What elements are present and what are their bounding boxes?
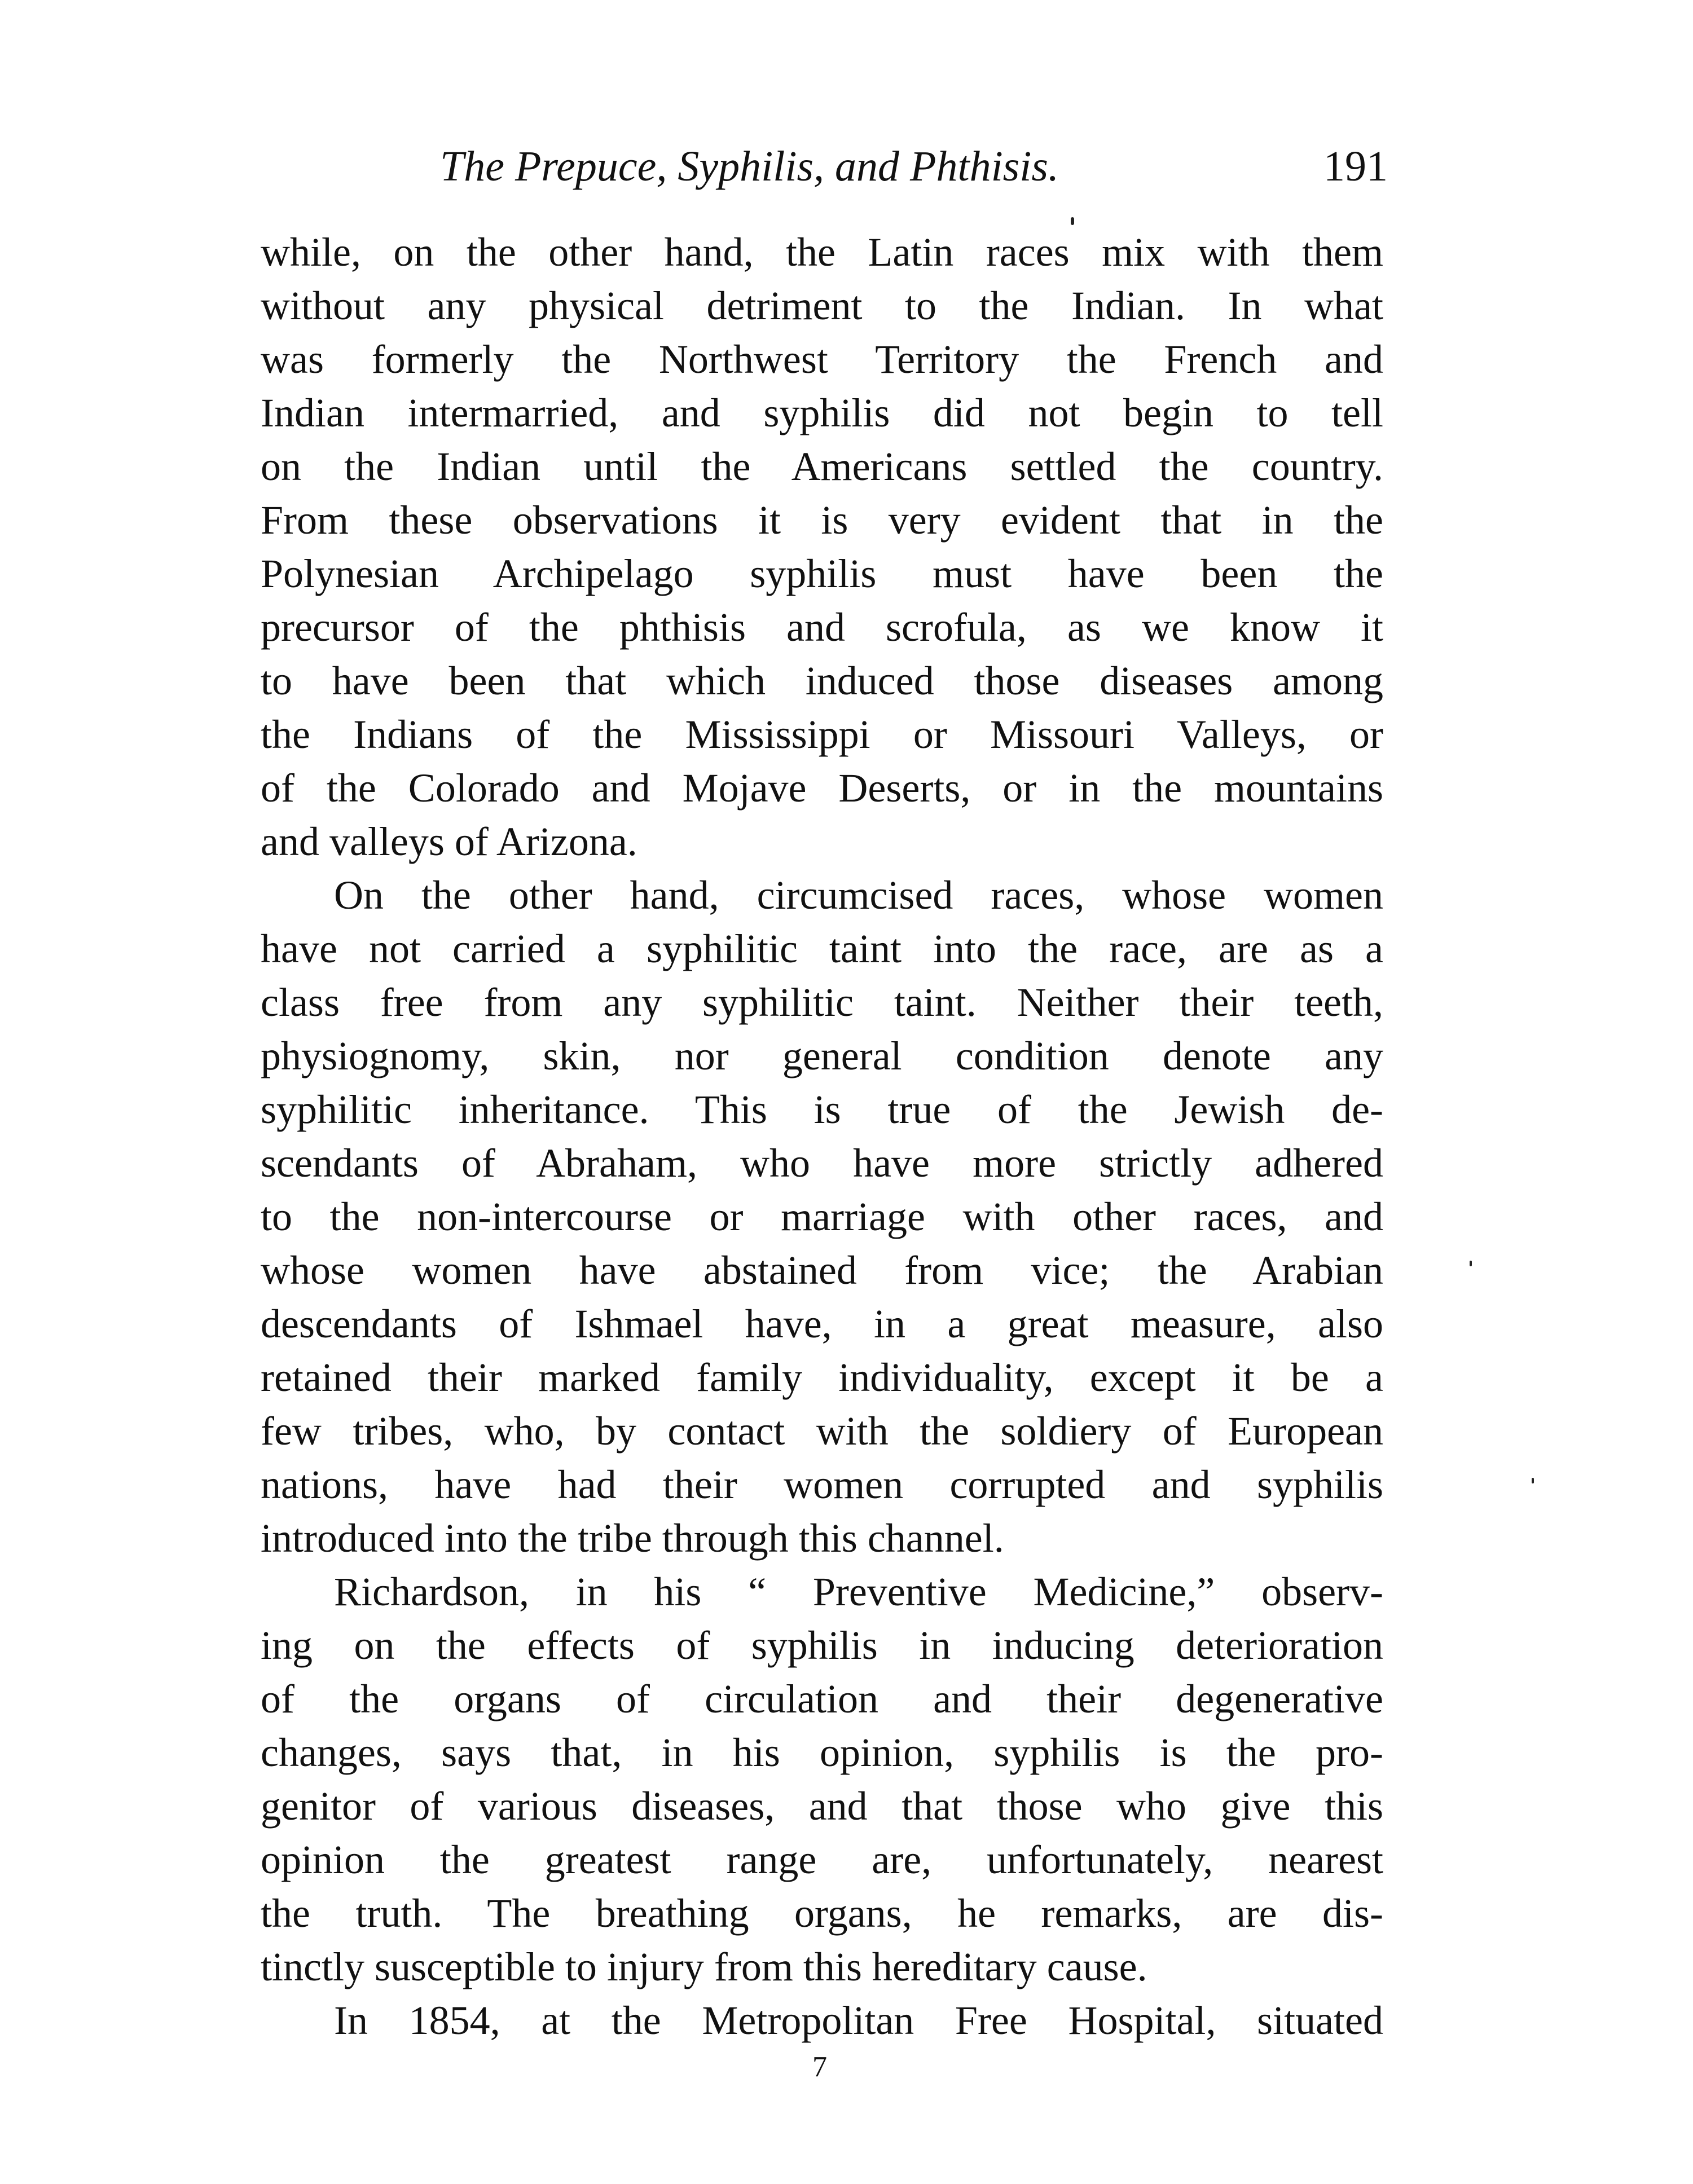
text-line: retained their marked family individuality, except it be a: [261, 1355, 1383, 1400]
text-line: to have been that which induced those diseases among: [261, 658, 1383, 703]
text-line: scendants of Abraham, who have more strictly adhered: [261, 1141, 1383, 1186]
text-line: Indian intermarried, and syphilis did not begin to tell: [261, 390, 1383, 435]
text-line: was formerly the Northwest Territory the French and: [261, 337, 1383, 382]
text-line: class free from any syphilitic taint. Neither their teeth,: [261, 980, 1383, 1025]
text-line: physiognomy, skin, nor general condition denote any: [261, 1033, 1383, 1078]
ink-speck: [1532, 1478, 1534, 1483]
text-line: In 1854, at the Metropolitan Free Hospital, situated: [334, 1998, 1383, 2043]
text-line: introduced into the tribe through this channel.: [261, 1516, 1004, 1561]
text-line: nations, have had their women corrupted and syphilis: [261, 1462, 1383, 1507]
text-line: whose women have abstained from vice; the Arabian: [261, 1248, 1383, 1293]
running-head: [260, 135, 1388, 197]
text-line: Richardson, in his “ Preventive Medicine,” observ-: [334, 1569, 1383, 1614]
text-line: opinion the greatest range are, unfortunately, nearest: [261, 1837, 1383, 1882]
text-line: have not carried a syphilitic taint into the race, are as a: [261, 926, 1383, 971]
text-line: ing on the effects of syphilis in inducing deterioration: [261, 1623, 1383, 1668]
text-line: the truth. The breathing organs, he remarks, are dis-: [261, 1891, 1383, 1936]
text-line: while, on the other hand, the Latin races mix with them: [261, 230, 1383, 275]
text-line: without any physical detriment to the Indian. In what: [261, 283, 1383, 328]
text-line: of the organs of circulation and their degenerative: [261, 1676, 1383, 1721]
text-line: On the other hand, circumcised races, whose women: [334, 873, 1383, 918]
text-line: and valleys of Arizona.: [261, 819, 637, 864]
ink-speck: [1470, 1261, 1472, 1266]
text-line: on the Indian until the Americans settled the country.: [261, 444, 1383, 489]
text-line: genitor of various diseases, and that those who give this: [261, 1784, 1383, 1829]
text-line: few tribes, who, by contact with the soldiery of European: [261, 1408, 1383, 1454]
signature-mark: 7: [812, 2051, 827, 2083]
ink-speck: [1071, 217, 1074, 225]
text-line: descendants of Ishmael have, in a great measure, also: [261, 1301, 1383, 1346]
text-line: to the non-intercourse or marriage with other races, and: [261, 1194, 1383, 1239]
page-number: 191: [1323, 143, 1388, 190]
body-text: [261, 226, 1383, 2047]
text-line: tinctly susceptible to injury from this hereditary cause.: [261, 1944, 1147, 1989]
text-line: the Indians of the Mississippi or Missouri Valleys, or: [261, 712, 1383, 757]
text-line: From these observations it is very evident that in the: [261, 497, 1383, 543]
text-line: syphilitic inheritance. This is true of the Jewish de-: [261, 1087, 1383, 1132]
text-line: changes, says that, in his opinion, syphilis is the pro-: [261, 1730, 1383, 1775]
text-line: Polynesian Archipelago syphilis must have been the: [261, 551, 1383, 596]
running-title: The Prepuce, Syphilis, and Phthisis.: [440, 143, 1059, 190]
text-line: of the Colorado and Mojave Deserts, or in the mountains: [261, 765, 1383, 811]
text-line: precursor of the phthisis and scrofula, as we know it: [261, 605, 1383, 650]
